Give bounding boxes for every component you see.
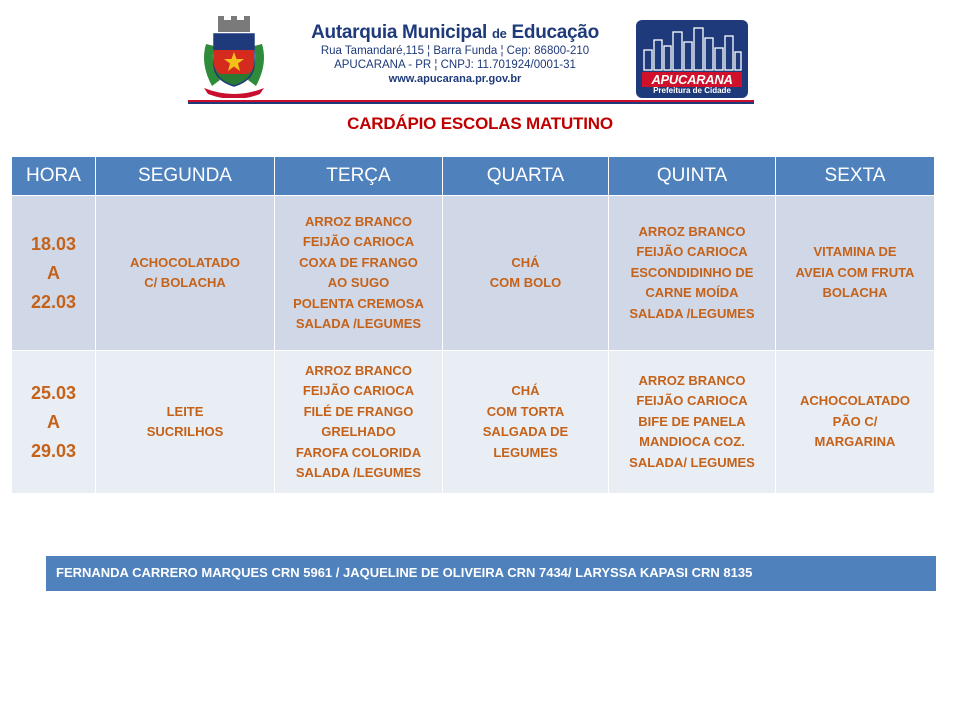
menu-cell-quinta: ARROZ BRANCO FEIJÃO CARIOCA BIFE DE PANELA MANDIOCA COZ. SALADA/ LEGUMES: [609, 351, 776, 494]
menu-cell-sexta: VITAMINA DE AVEIA COM FRUTA BOLACHA: [776, 196, 935, 351]
menu-cell-quarta: CHÁ COM BOLO: [443, 196, 609, 351]
col-header-quinta: QUINTA: [609, 157, 776, 196]
logo-wordmark: APUCARANA: [642, 72, 742, 87]
menu-cell-segunda: ACHOCOLATADO C/ BOLACHA: [96, 196, 275, 351]
city-cnpj: APUCARANA - PR ¦ CNPJ: 11.701924/0001-31: [334, 59, 576, 71]
col-header-sexta: SEXTA: [776, 157, 935, 196]
menu-cell-sexta: ACHOCOLATADO PÃO C/ MARGARINA: [776, 351, 935, 494]
address: Rua Tamandaré,115 ¦ Barra Funda ¦ Cep: 86800-210: [320, 45, 590, 57]
menu-cell-terca: ARROZ BRANCO FEIJÃO CARIOCA FILÉ DE FRANGO GRELHADO FAROFA COLORIDA SALADA /LEGUMES: [275, 351, 443, 494]
table-row: [12, 196, 935, 351]
website-link[interactable]: www.apucarana.pr.gov.br: [388, 73, 522, 85]
institution-name: Autarquia Municipal de Educação: [311, 22, 599, 43]
letterhead: [188, 10, 754, 104]
page-title: CARDÁPIO ESCOLAS MATUTINO: [347, 114, 613, 133]
header-divider: [188, 100, 754, 104]
institution-info: [290, 22, 620, 87]
menu-cell-quinta: ARROZ BRANCO FEIJÃO CARIOCA ESCONDIDINHO DE CARNE MOÍDA SALADA /LEGUMES: [609, 196, 776, 351]
skyline-icon: [636, 20, 748, 72]
menu-cell-quarta: CHÁ COM TORTA SALGADA DE LEGUMES: [443, 351, 609, 494]
logo-subtitle: Prefeitura de Cidade: [653, 86, 731, 95]
menu-cell-segunda: LEITE SUCRILHOS: [96, 351, 275, 494]
week-range-cell: 18.03 A 22.03: [12, 196, 96, 351]
week-range-cell: 25.03 A 29.03: [12, 351, 96, 494]
col-header-terca: TERÇA: [275, 157, 443, 196]
coat-of-arms-icon: [198, 14, 270, 98]
col-header-quarta: QUARTA: [443, 157, 609, 196]
table-header-row: [12, 157, 935, 196]
menu-table: [11, 156, 935, 494]
menu-cell-terca: ARROZ BRANCO FEIJÃO CARIOCA COXA DE FRANGO AO SUGO POLENTA CREMOSA SALADA /LEGUMES: [275, 196, 443, 351]
col-header-hora: HORA: [12, 157, 96, 196]
nutritionists-footer: FERNANDA CARRERO MARQUES CRN 5961 / JAQUELINE DE OLIVEIRA CRN 7434/ LARYSSA KAPASI CRN 8135: [46, 556, 936, 591]
table-row: [12, 351, 935, 494]
prefeitura-logo: [636, 20, 748, 98]
col-header-segunda: SEGUNDA: [96, 157, 275, 196]
